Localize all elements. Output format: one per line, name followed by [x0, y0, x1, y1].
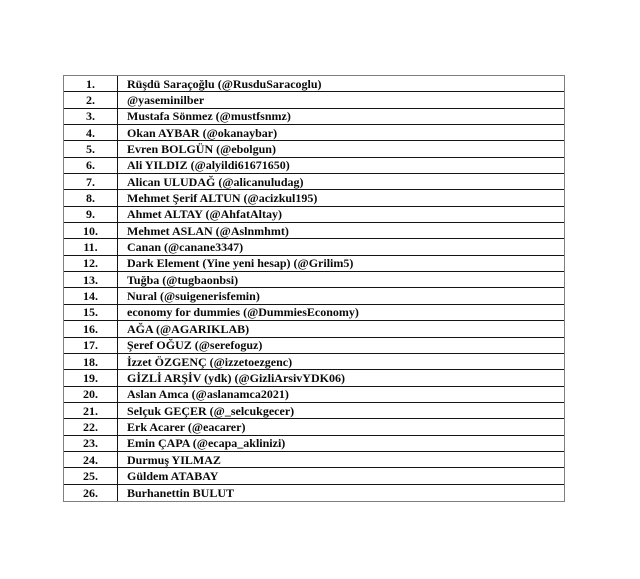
row-name: Ali YILDIZ (@alyildi61671650) — [127, 158, 290, 173]
row-name: Mehmet ASLAN (@Aslnmhmt) — [127, 223, 289, 238]
table-row — [64, 403, 564, 419]
row-name: İzzet ÖZGENÇ (@izzetoezgenc) — [127, 354, 293, 369]
table-row — [64, 272, 564, 288]
row-number: 22. — [64, 419, 118, 434]
table-row — [64, 158, 564, 174]
table-row — [64, 288, 564, 304]
row-name: Okan AYBAR (@okanaybar) — [127, 125, 278, 140]
table-row — [64, 321, 564, 337]
table-row — [64, 256, 564, 272]
row-name: Emin ÇAPA (@ecapa_aklinizi) — [127, 436, 286, 451]
table-row — [64, 436, 564, 452]
table-row — [64, 92, 564, 108]
row-number: 18. — [64, 354, 118, 369]
table-row — [64, 207, 564, 223]
row-name: Evren BOLGÜN (@ebolgun) — [127, 142, 276, 157]
row-name: AĞA (@AGARIKLAB) — [127, 321, 250, 336]
table-row — [64, 174, 564, 190]
row-number: 7. — [64, 174, 118, 189]
row-name: Dark Element (Yine yeni hesap) (@Grilim5) — [127, 256, 354, 271]
row-number: 20. — [64, 387, 118, 402]
row-number: 12. — [64, 256, 118, 271]
row-name: Nural (@suigenerisfemin) — [127, 289, 260, 304]
row-name: Alican ULUDAĞ (@alicanuludag) — [127, 174, 304, 189]
row-name: Rüşdü Saraçoğlu (@RusduSaracoglu) — [127, 76, 322, 91]
row-number: 21. — [64, 403, 118, 418]
table-row — [64, 109, 564, 125]
row-number: 14. — [64, 288, 118, 303]
row-number: 16. — [64, 321, 118, 336]
row-name: GİZLİ ARŞİV (ydk) (@GizliArsivYDK06) — [127, 370, 345, 385]
row-number: 6. — [64, 158, 118, 173]
row-name: Durmuş YILMAZ — [127, 452, 221, 467]
row-name: Mustafa Sönmez (@mustfsnmz) — [127, 109, 291, 124]
table-row — [64, 141, 564, 157]
row-number: 13. — [64, 272, 118, 287]
table-row — [64, 387, 564, 403]
table-row — [64, 125, 564, 141]
accounts-table — [63, 75, 565, 502]
row-number: 5. — [64, 141, 118, 156]
row-name: Güldem ATABAY — [127, 468, 219, 483]
row-number: 4. — [64, 125, 118, 140]
row-number: 25. — [64, 468, 118, 483]
row-number: 11. — [64, 239, 118, 254]
row-name: Erk Acarer (@eacarer) — [127, 419, 246, 434]
table-row — [64, 223, 564, 239]
table-row — [64, 190, 564, 206]
row-number: 9. — [64, 207, 118, 222]
table-row — [64, 419, 564, 435]
row-number: 8. — [64, 190, 118, 205]
row-number: 19. — [64, 370, 118, 385]
row-name: Mehmet Şerif ALTUN (@acizkul195) — [127, 191, 318, 206]
table-row — [64, 354, 564, 370]
row-number: 23. — [64, 436, 118, 451]
row-name: @yaseminilber — [127, 93, 205, 108]
row-name: Ahmet ALTAY (@AhfatAltay) — [127, 207, 282, 222]
row-name: Tuğba (@tugbaonbsi) — [127, 272, 239, 287]
row-number: 17. — [64, 338, 118, 353]
table-row — [64, 452, 564, 468]
row-name: Aslan Amca (@aslanamca2021) — [127, 387, 289, 402]
table-row — [64, 485, 564, 501]
row-number: 15. — [64, 305, 118, 320]
row-number: 24. — [64, 452, 118, 467]
row-number: 26. — [64, 485, 118, 501]
row-name: Canan (@canane3347) — [127, 240, 244, 255]
row-number: 10. — [64, 223, 118, 238]
table-row — [64, 305, 564, 321]
table-row — [64, 76, 564, 92]
table-row — [64, 239, 564, 255]
row-number: 1. — [64, 76, 118, 91]
row-number: 2. — [64, 92, 118, 107]
table-row — [64, 468, 564, 484]
row-name: Şeref OĞUZ (@serefoguz) — [127, 338, 263, 353]
row-number: 3. — [64, 109, 118, 124]
row-name: Burhanettin BULUT — [127, 485, 235, 500]
row-name: Selçuk GEÇER (@_selcukgecer) — [127, 403, 295, 418]
row-name: economy for dummies (@DummiesEconomy) — [127, 305, 359, 320]
table-row — [64, 370, 564, 386]
table-row — [64, 338, 564, 354]
